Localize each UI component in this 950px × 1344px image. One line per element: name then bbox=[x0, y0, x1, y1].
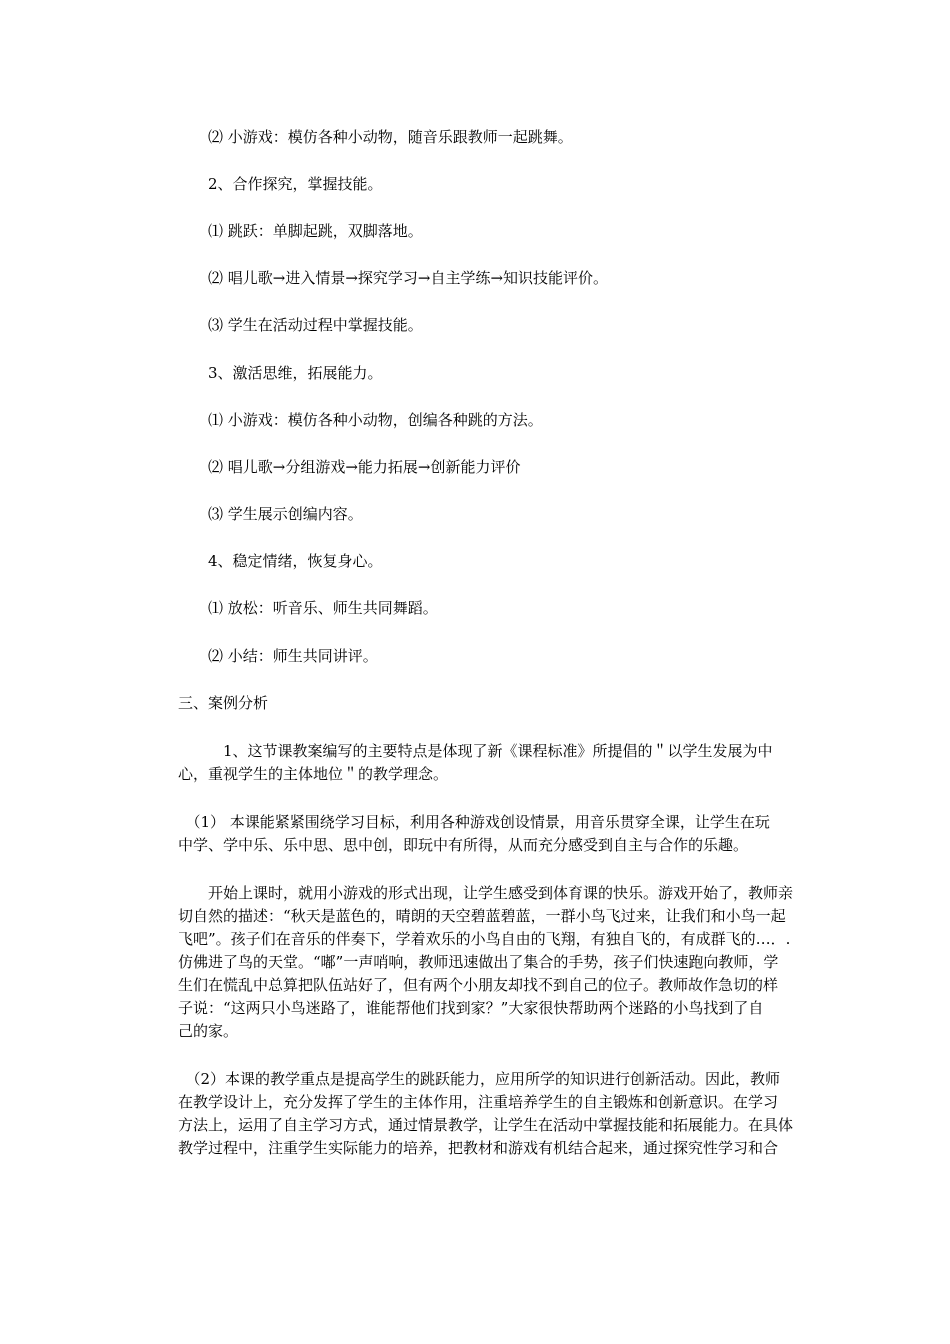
paragraph-line: （2）本课的教学重点是提高学生的跳跃能力，应用所学的知识进行创新活动。因此，教师 bbox=[178, 1070, 781, 1088]
paragraph-line: 教学过程中，注重学生实际能力的培养，把教材和游戏有机结合起来，通过探究性学习和合 bbox=[178, 1139, 779, 1157]
paragraph-line: 己的家。 bbox=[178, 1022, 239, 1040]
list-item: ⑵ 小结：师生共同讲评。 bbox=[208, 647, 378, 665]
paragraph-line: 仿佛进了鸟的天堂。“嘟”一声哨响，教师迅速做出了集合的手势，孩子们快速跑向教师，学 bbox=[178, 953, 779, 971]
paragraph-line: 切自然的描述：“秋天是蓝色的，晴朗的天空碧蓝碧蓝，一群小鸟飞过来，让我们和小鸟一起 bbox=[178, 907, 786, 925]
paragraph bbox=[178, 811, 818, 857]
list-item: ⑵ 唱儿歌→分组游戏→能力拓展→创新能力评价 bbox=[208, 458, 521, 476]
list-item: ⑶ 学生展示创编内容。 bbox=[208, 505, 363, 523]
list-item: ⑵ 小游戏：模仿各种小动物，随音乐跟教师一起跳舞。 bbox=[208, 128, 573, 146]
paragraph-line: 开始上课时，就用小游戏的形式出现，让学生感受到体育课的快乐。游戏开始了，教师亲 bbox=[178, 884, 794, 902]
list-item: ⑶ 学生在活动过程中掌握技能。 bbox=[208, 316, 423, 334]
list-item: ⑴ 跳跃：单脚起跳，双脚落地。 bbox=[208, 222, 423, 240]
section-heading: 三、案例分析 bbox=[178, 694, 269, 712]
paragraph-line: 生们在慌乱中总算把队伍站好了，但有两个小朋友却找不到自己的位子。教师故作急切的样 bbox=[178, 976, 779, 994]
list-item: ⑴ 放松：听音乐、师生共同舞蹈。 bbox=[208, 599, 438, 617]
paragraph-line: （1） 本课能紧紧围绕学习目标，利用各种游戏创设情景，用音乐贯穿全课，让学生在玩 bbox=[178, 813, 770, 831]
list-item: ⑵ 唱儿歌→进入情景→探究学习→自主学练→知识技能评价。 bbox=[208, 269, 609, 287]
paragraph-line: 1、这节课教案编写的主要特点是体现了新《课程标准》所提倡的＂以学生发展为中 bbox=[178, 742, 773, 760]
paragraph-line: 在教学设计上，充分发挥了学生的主体作用，注重培养学生的自主锻炼和创新意识。在学习 bbox=[178, 1093, 779, 1111]
paragraph-line: 心，重视学生的主体地位＂的教学理念。 bbox=[178, 765, 449, 783]
list-item: 4、稳定情绪，恢复身心。 bbox=[208, 552, 383, 570]
paragraph-line: 方法上，运用了自主学习方式，通过情景教学，让学生在活动中掌握技能和拓展能力。在具体 bbox=[178, 1116, 794, 1134]
paragraph-line: 子说：“这两只小鸟迷路了，谁能帮他们找到家？”大家很快帮助两个迷路的小鸟找到了自 bbox=[178, 999, 764, 1017]
list-item: 2、合作探究，掌握技能。 bbox=[208, 175, 383, 193]
list-item: ⑴ 小游戏：模仿各种小动物，创编各种跳的方法。 bbox=[208, 411, 543, 429]
paragraph bbox=[178, 882, 818, 1043]
paragraph-line: 中学、学中乐、乐中思、思中创，即玩中有所得，从而充分感受到自主与合作的乐趣。 bbox=[178, 836, 749, 854]
paragraph bbox=[178, 740, 818, 786]
paragraph-line: 飞吧”。孩子们在音乐的伴奏下，学着欢乐的小鸟自由的飞翔，有独自飞的，有成群飞的…．. bbox=[178, 930, 791, 948]
list-item: 3、激活思维，拓展能力。 bbox=[208, 364, 383, 382]
paragraph bbox=[178, 1068, 818, 1160]
